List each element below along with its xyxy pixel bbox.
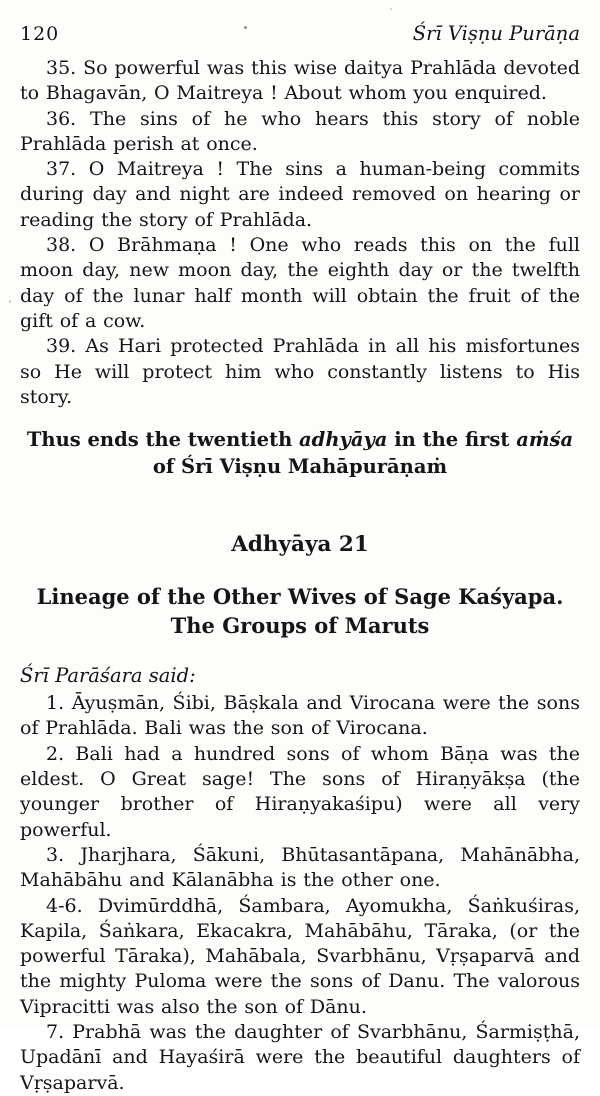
scan-speck — [244, 26, 247, 29]
verse-39: 39. As Hari protected Prahlāda in all his misfortunes so He will protect him who constantly listens to His story. — [20, 335, 580, 408]
speaker-line: Śrī Parāśara said: — [20, 664, 196, 688]
scan-speck — [428, 62, 430, 64]
verse-3: 3. Jharjhara, Śākuni, Bhūtasantāpana, Mahānābha, Mahābāhu and Kālanābha is the other one. — [20, 843, 580, 892]
running-title: Śrī Viṣṇu Purāṇa — [412, 22, 580, 45]
chapter-title-line-1: Lineage of the Other Wives of Sage Kaśyapa. — [36, 584, 564, 610]
scan-speck — [390, 8, 392, 10]
page-number: 120 — [20, 23, 60, 45]
colophon-italic-amsa: aṁśa — [516, 428, 574, 452]
verse-38: 38. O Brāhmaṇa ! One who reads this on the full moon day, new moon day, the eighth day or the twelfth day of the lunar half month will obtain the fruit of the gift of a cow. — [20, 234, 580, 332]
chapter-colophon — [20, 427, 580, 480]
scan-speck — [9, 300, 11, 303]
chapter-heading: Adhyāya 21 — [231, 532, 369, 558]
verse-7: 7. Prabhā was the daughter of Svarbhānu, Śarmiṣṭhā, Upadānī and Hayaśirā were the beautiful daughters of Vṛṣaparvā. — [20, 1021, 580, 1094]
verse-37: 37. O Maitreya ! The sins a human-being commits during day and night are indeed removed on hearing or reading the story of Prahlāda. — [20, 158, 580, 231]
verse-2: 2. Bali had a hundred sons of whom Bāṇa was the eldest. O Great sage! The sons of Hiraṇyākṣa (the younger brother of Hiraṇyakaśipu) were all very powerful. — [20, 742, 580, 841]
verse-35: 35. So powerful was this wise daitya Prahlāda devoted to Bhagavān, O Maitreya ! About whom you enquired. — [20, 57, 580, 105]
chapter-title — [20, 583, 580, 640]
colophon-italic-adhyaya: adhyāya — [299, 428, 388, 452]
page-header — [20, 22, 580, 45]
verse-4-6: 4-6. Dvimūrddhā, Śambara, Ayomukha, Śaṅkuśiras, Kapila, Śaṅkara, Ekacakra, Mahābāhu, Tāraka, (or the powerful Tāraka), Mahābala, Svarbhānu, Vṛṣaparvā and the mighty Puloma were the sons of Danu. The valorous Vipracitti was also the son of Dānu. — [20, 894, 580, 1018]
verse-1: 1. Āyuṣmān, Śibi, Bāṣkala and Virocana were the sons of Prahlāda. Bali was the son of Virocana. — [20, 692, 580, 740]
colophon-text-2: in the first — [387, 428, 517, 452]
colophon-text-1: Thus ends the twentieth — [26, 428, 300, 452]
colophon-line-2: of Śrī Viṣṇu Mahāpurāṇaṁ — [152, 454, 448, 478]
chapter-title-line-2: The Groups of Maruts — [170, 612, 430, 638]
page-body — [20, 56, 580, 1096]
verse-36: 36. The sins of he who hears this story of noble Prahlāda perish at once. — [20, 107, 580, 155]
